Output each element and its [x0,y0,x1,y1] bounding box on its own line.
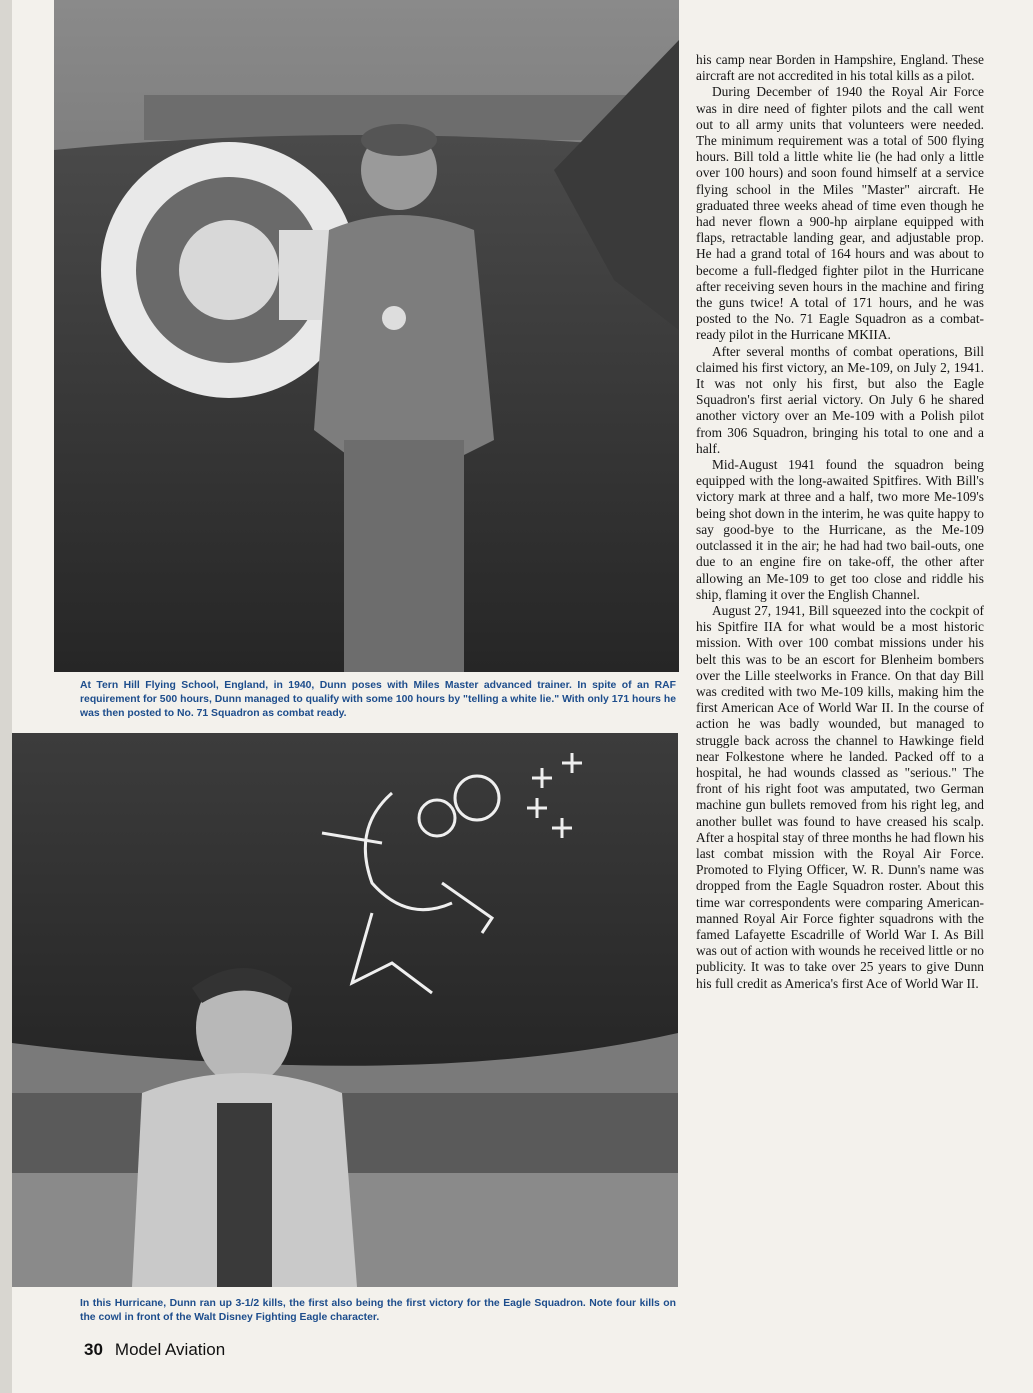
article-paragraph: Mid-August 1941 found the squadron being equipped with the long-awaited Spitfires. With Bill's victory mark at three and a half, two more Me-109's being shot down in the interim, he was quite happy to say good-bye to the Hurricane, as the Me-109 outclassed it in the air; he had had two bail-outs, one due to an engine fire on take-off, the other after allowing an Me-109 to get too close and riddle his ship, flaming it over the English Channel. [696,457,984,602]
scan-edge [0,0,12,1393]
magazine-title: Model Aviation [114,1340,226,1359]
article-text [696,52,984,992]
article-paragraph: his camp near Borden in Hampshire, England. These aircraft are not accredited in his total kills as a pilot. [696,52,984,84]
page-number: 30 [84,1340,103,1359]
page-footer [84,1340,225,1360]
article-paragraph: August 27, 1941, Bill squeezed into the cockpit of his Spitfire IIA for what would be a most historic mission. With over 100 combat missions under his belt this was to be an escort for Blenheim bombers over the Lille steelworks in France. On that day Bill was credited with two Me-109 kills, making him the first American Ace of World War II. In the course of action he was badly wounded, but managed to struggle back across the channel to Hawkinge field near Folkestone where he landed. Packed off to a hospital, he had wounds classed as "serious." The front of his right foot was amputated, two German machine gun bullets removed from his right leg, and another bullet was found to have creased his scalp. After a hospital stay of three months he had flown his last combat mission with the Royal Air Force. Promoted to Flying Officer, W. R. Dunn's name was dropped from the Eagle Squadron roster. About this time war correspondents were comparing American-manned Royal Air Force fighter squadrons with the famed Lafayette Escadrille of World War I. As Bill was out of action with wounds he received little or no publicity. It was to take over 25 years to give Dunn his full credit as America's first Ace of World War II. [696,602,984,991]
photo-hurricane-eagle-insignia [12,733,678,1287]
photo-pilot-with-miles-master [54,0,679,672]
bottom-photo-caption: In this Hurricane, Dunn ran up 3-1/2 kills, the first also being the first victory for the Eagle Squadron. Note four kills on the cowl in front of the Walt Disney Fighting Eagle character. [80,1298,676,1323]
article-paragraph: After several months of combat operations, Bill claimed his first victory, an Me-109, on July 2, 1941. It was not only his first, but also the Eagle Squadron's first aerial victory. On July 6 he shared another victory over an Me-109 with a Polish pilot from 306 Squadron, bringing his total to one and a half. [696,343,984,456]
top-photo-caption: At Tern Hill Flying School, England, in 1940, Dunn poses with Miles Master advanced trainer. In spite of an RAF requirement for 500 hours, Dunn managed to qualify with some 100 hours by "telling a white lie." With only 171 hours he was then posted to No. 71 Squadron as combat ready. [80,680,676,719]
article-paragraph: During December of 1940 the Royal Air Force was in dire need of fighter pilots and the call went out to all army units that volunteers were needed. The minimum requirement was a total of 500 flying hours. Bill told a little white lie (he had only a little over 100 hours) and soon found himself at a service flying school in the Miles "Master" aircraft. He graduated three weeks ahead of time even though he had never flown a 900-hp airplane equipped with flaps, retractable landing gear, and adjustable prop. He had a grand total of 164 hours and was about to become a full-fledged fighter pilot in the Hurricane after receiving seven hours in the machine and firing the guns twice! A total of 171 hours, and he was posted to the No. 71 Eagle Squadron as a combat-ready pilot in the Hurricane MKIIA. [696,84,984,343]
